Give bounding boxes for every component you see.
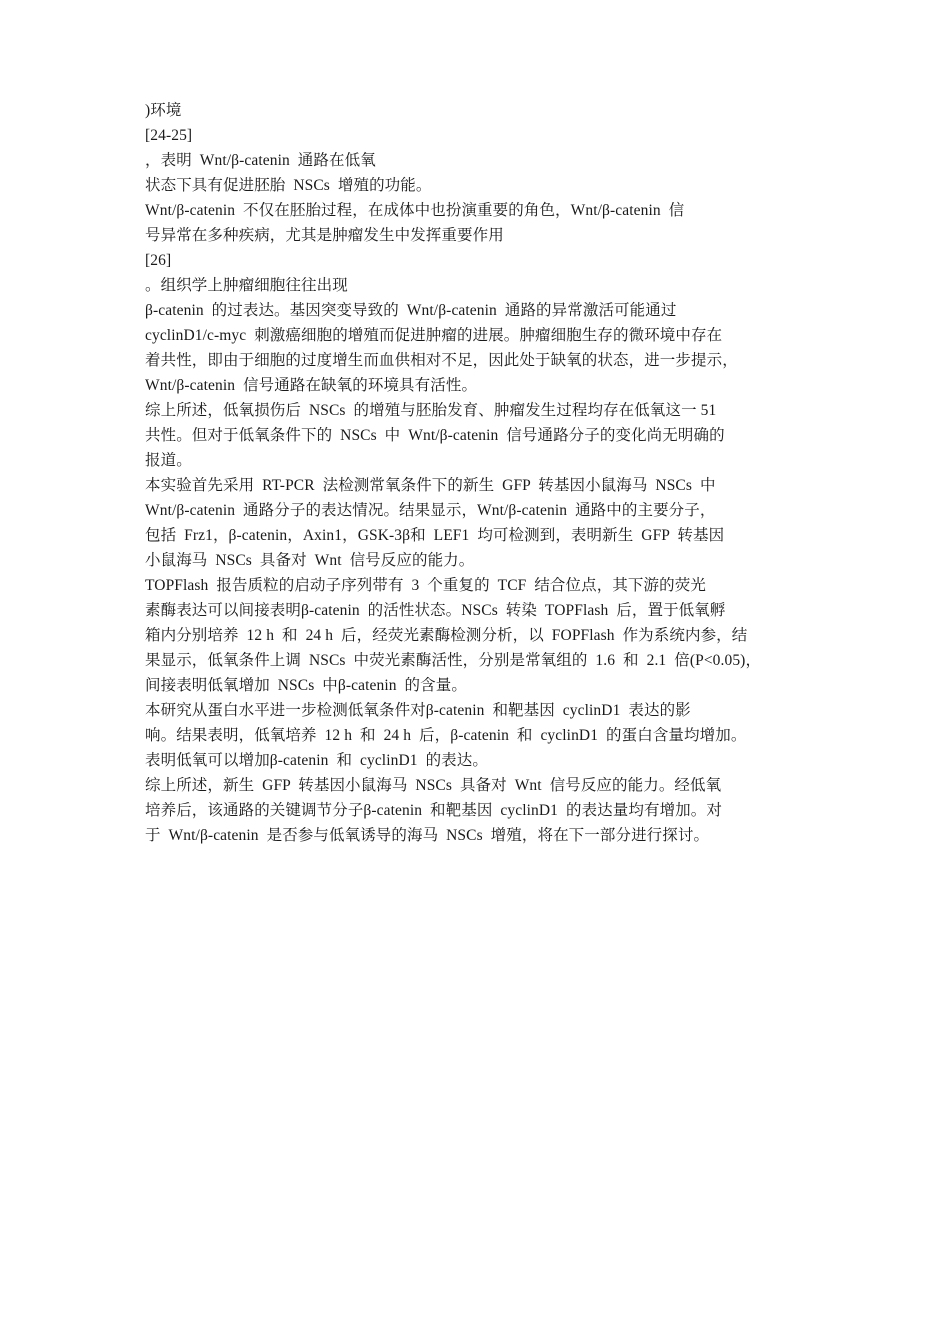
text-line-20: TOPFlash 报告质粒的启动子序列带有 3 个重复的 TCF 结合位点，其下游的荧光 bbox=[145, 577, 706, 594]
text-line-18: 包括 Frz1，β-catenin，Axin1，GSK-3β和 LEF1 均可检测到，表明新生 GFP 转基因 bbox=[145, 527, 725, 544]
text-line-26: 响。结果表明，低氧培养 12 h 和 24 h 后，β-catenin 和 cyclinD1 的蛋白含量均增加。 bbox=[145, 727, 747, 744]
text-line-8: 。组织学上肿瘤细胞往往出现 bbox=[145, 277, 348, 294]
text-line-3: ，表明 Wnt/β-catenin 通路在低氧 bbox=[145, 152, 376, 169]
text-line-24: 间接表明低氧增加 NSCs 中β-catenin 的含量。 bbox=[145, 677, 467, 694]
text-line-29: 培养后，该通路的关键调节分子β-catenin 和靶基因 cyclinD1 的表达量均有增加。对 bbox=[145, 802, 722, 819]
text-line-2: [24-25] bbox=[145, 127, 193, 144]
text-line-30: 于 Wnt/β-catenin 是否参与低氧诱导的海马 NSCs 增殖，将在下一部分进行探讨。 bbox=[145, 827, 710, 844]
text-line-7: [26] bbox=[145, 252, 172, 269]
text-line-6: 号异常在多种疾病，尤其是肿瘤发生中发挥重要作用 bbox=[145, 227, 504, 244]
text-line-21: 素酶表达可以间接表明β-catenin 的活性状态。NSCs 转染 TOPFlash 后，置于低氧孵 bbox=[145, 602, 726, 619]
text-line-28: 综上所述，新生 GFP 转基因小鼠海马 NSCs 具备对 Wnt 信号反应的能力。经低氧 bbox=[145, 777, 722, 794]
text-line-27: 表明低氧可以增加β-catenin 和 cyclinD1 的表达。 bbox=[145, 752, 488, 769]
text-line-4: 状态下具有促进胚胎 NSCs 增殖的功能。 bbox=[145, 177, 432, 194]
text-line-15: 报道。 bbox=[145, 452, 192, 469]
text-line-25: 本研究从蛋白水平进一步检测低氧条件对β-catenin 和靶基因 cyclinD1 表达的影 bbox=[145, 702, 691, 719]
text-line-9: β-catenin 的过表达。基因突变导致的 Wnt/β-catenin 通路的异常激活可能通过 bbox=[145, 302, 677, 319]
text-line-10: cyclinD1/c-myc 刺激癌细胞的增殖而促进肿瘤的进展。肿瘤细胞生存的微环境中存在 bbox=[145, 327, 723, 344]
text-line-16: 本实验首先采用 RT-PCR 法检测常氧条件下的新生 GFP 转基因小鼠海马 NSCs 中 bbox=[145, 477, 716, 494]
text-line-13: 综上所述，低氧损伤后 NSCs 的增殖与胚胎发育、肿瘤发生过程均存在低氧这一 51 bbox=[145, 402, 717, 419]
text-line-1: )环境 bbox=[145, 102, 182, 119]
text-line-14: 共性。但对于低氧条件下的 NSCs 中 Wnt/β-catenin 信号通路分子的变化尚无明确的 bbox=[145, 427, 725, 444]
text-line-22: 箱内分别培养 12 h 和 24 h 后，经荧光素酶检测分析，以 FOPFlash 作为系统内参，结 bbox=[145, 627, 748, 644]
text-line-23: 果显示，低氧条件上调 NSCs 中荧光素酶活性，分别是常氧组的 1.6 和 2.1 倍(P<0.05)， bbox=[145, 652, 762, 669]
text-line-11: 着共性，即由于细胞的过度增生而血供相对不足，因此处于缺氧的状态，进一步提示， bbox=[145, 352, 738, 369]
text-line-17: Wnt/β-catenin 通路分子的表达情况。结果显示，Wnt/β-catenin 通路中的主要分子， bbox=[145, 502, 716, 519]
text-line-19: 小鼠海马 NSCs 具备对 Wnt 信号反应的能力。 bbox=[145, 552, 475, 569]
text-line-12: Wnt/β-catenin 信号通路在缺氧的环境具有活性。 bbox=[145, 377, 478, 394]
text-line-5: Wnt/β-catenin 不仅在胚胎过程，在成体中也扮演重要的角色，Wnt/β-catenin 信 bbox=[145, 202, 685, 219]
